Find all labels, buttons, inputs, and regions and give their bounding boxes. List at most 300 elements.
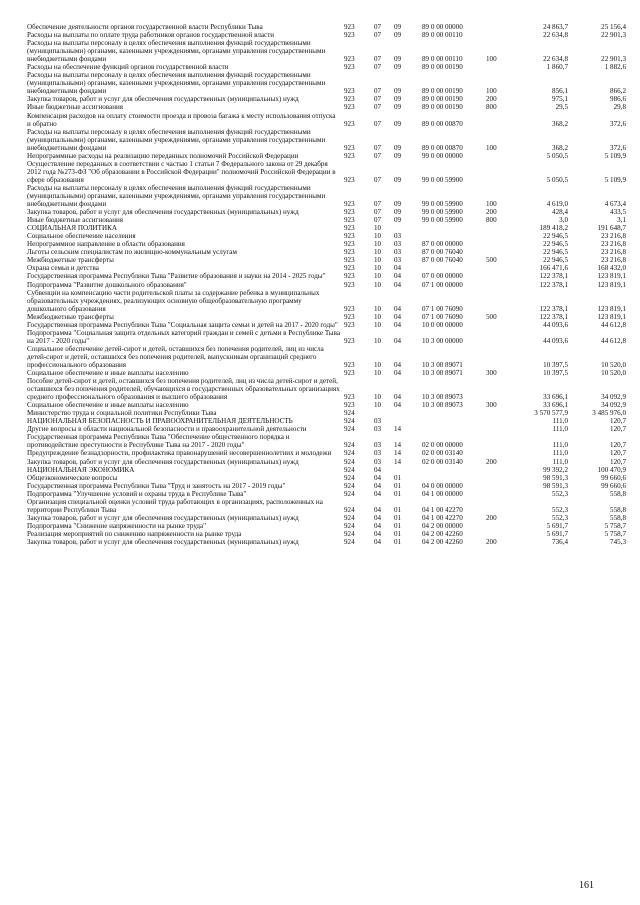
cell-ved: 924	[344, 465, 355, 474]
cell-pr: 04	[394, 393, 402, 402]
cell-vr: 800	[486, 216, 497, 225]
cell-cs	[422, 224, 486, 232]
cell-vr	[486, 63, 512, 71]
cell-pr: 09	[394, 175, 402, 184]
cell-s1: 5 691,7	[546, 529, 568, 538]
cell-name: Социальное обеспечение населения	[27, 232, 136, 241]
cell-ved: 923	[344, 63, 355, 72]
table-row	[27, 248, 626, 256]
cell-vr	[486, 433, 512, 449]
table-row	[27, 345, 626, 369]
cell-rz: 03	[374, 425, 382, 434]
cell-rz: 03	[374, 449, 382, 458]
cell-vr	[486, 425, 512, 433]
cell-cs: 02 0 00 03140	[422, 449, 463, 458]
cell-rz: 10	[374, 256, 382, 265]
table-row	[27, 449, 626, 457]
cell-name: Непрограммное направление в области образования	[27, 240, 185, 249]
cell-s1: 111,0	[552, 449, 568, 458]
cell-rz: 10	[374, 248, 382, 257]
cell-pr: 09	[394, 31, 402, 40]
cell-pr: 09	[394, 55, 402, 64]
cell-cs: 87 0 00 76040	[422, 248, 463, 257]
cell-pr: 01	[394, 481, 402, 490]
cell-name: Субвенции на компенсацию части родительской платы за содержание ребенка в муниципальных образовательных учреждениях, реализующих основную общеобразовательную программу дошкольного образования	[27, 288, 320, 313]
cell-s1: 24 863,7	[543, 23, 568, 31]
cell-name: Межбюджетные трансферты	[27, 312, 114, 321]
cell-cs: 10 0 00 00000	[422, 320, 463, 329]
cell-s2: 866,2	[610, 87, 626, 96]
table-row	[27, 103, 626, 111]
cell-s1: 99 392,2	[543, 465, 568, 474]
cell-s1: 122 378,1	[539, 280, 568, 289]
cell-pr: 01	[394, 489, 402, 498]
cell-rz: 03	[374, 457, 382, 466]
cell-name: Предупреждение безнадзорности, профилактика правонарушений несовершеннолетних и молодежи	[27, 449, 332, 458]
cell-ved: 923	[344, 272, 355, 281]
cell-rz: 10	[374, 401, 382, 410]
cell-ved: 923	[344, 119, 355, 128]
cell-s1: 3,0	[559, 216, 568, 225]
cell-name: Государственная программа Республики Тыва "Социальная защита семьи и детей на 2017 - 2020 годы"	[27, 320, 338, 329]
table-row	[27, 281, 626, 289]
cell-rz: 07	[374, 63, 382, 72]
page-number: 161	[579, 880, 594, 891]
cell-s2: 5 758,7	[604, 529, 626, 538]
cell-name: Расходы на выплаты персоналу в целях обеспечения выполнения функций государственными (муниципальными) органами, казенными учреждениями, органами управления государственными внебюджетными фондами	[27, 183, 326, 209]
cell-pr: 04	[394, 401, 402, 410]
cell-ved: 923	[344, 103, 355, 112]
cell-vr: 200	[486, 538, 497, 546]
cell-rz: 07	[374, 103, 382, 112]
cell-vr: 500	[486, 312, 497, 321]
cell-rz: 10	[374, 360, 382, 369]
cell-vr	[486, 264, 512, 272]
cell-name: НАЦИОНАЛЬНАЯ БЕЗОПАСНОСТЬ И ПРАВООХРАНИТЕЛЬНАЯ ДЕЯТЕЛЬНОСТЬ	[27, 417, 293, 426]
table-row	[27, 240, 626, 248]
cell-vr: 200	[486, 457, 497, 466]
cell-vr	[486, 289, 512, 313]
cell-pr: 09	[394, 200, 402, 209]
cell-cs: 10 3 00 00000	[422, 336, 463, 345]
cell-s2: 23 216,8	[601, 232, 626, 241]
cell-ved: 923	[344, 216, 355, 225]
cell-pr: 04	[394, 280, 402, 289]
cell-pr: 01	[394, 473, 402, 482]
cell-ved: 923	[344, 280, 355, 289]
cell-s1: 122 378,1	[539, 272, 568, 281]
cell-rz: 04	[374, 521, 382, 530]
cell-rz: 07	[374, 216, 382, 225]
cell-rz: 10	[374, 240, 382, 249]
cell-pr: 04	[394, 320, 402, 329]
cell-s1: 44 093,6	[543, 336, 568, 345]
cell-cs: 89 0 00 00190	[422, 103, 463, 112]
budget-table	[27, 23, 626, 546]
cell-cs	[422, 264, 486, 272]
cell-cs: 89 0 00 00190	[422, 63, 463, 72]
cell-s1: 22 946,5	[543, 232, 568, 241]
cell-rz: 10	[374, 304, 382, 313]
cell-vr: 100	[486, 200, 497, 209]
cell-vr	[486, 522, 512, 530]
table-row	[27, 216, 626, 224]
cell-s2: 433,5	[610, 208, 626, 217]
cell-cs: 87 0 00 00000	[422, 240, 463, 249]
cell-pr: 09	[394, 23, 402, 31]
cell-s2: 123 819,1	[597, 272, 626, 281]
cell-s2: 168 432,0	[597, 264, 626, 273]
cell-s2: 99 660,6	[601, 481, 626, 490]
table-row	[27, 95, 626, 103]
cell-name: Другие вопросы в области национальной безопасности и правоохранительной деятельности	[27, 425, 307, 434]
cell-cs: 04 2 00 00000	[422, 521, 463, 530]
table-row	[27, 63, 626, 71]
cell-name: Непрограммные расходы на реализацию переданных полномочий Российской Федерации	[27, 151, 299, 160]
table-row	[27, 208, 626, 216]
cell-s2: 22 901,3	[601, 55, 626, 64]
cell-name: Социальное обеспечение детей-сирот и детей, оставшихся без попечения родителей, лиц из числа детей-сирот и детей, оставшихся без попечения родителей, выпускникам организаций среднего профессионального образования	[27, 344, 324, 369]
cell-name: Государственная программа Республики Тыва "Развитие образования и науки на 2014 - 2025 годы"	[27, 272, 326, 281]
cell-s2: 558,8	[610, 513, 626, 522]
cell-vr	[486, 112, 512, 128]
cell-ved: 924	[344, 417, 355, 426]
cell-name: Социальное обеспечение и иные выплаты населению	[27, 369, 189, 378]
cell-name: Закупка товаров, работ и услуг для обеспечения государственных (муниципальных) нужд	[27, 457, 299, 466]
cell-cs: 99 0 00 59900	[422, 208, 463, 217]
table-row	[27, 433, 626, 449]
table-row	[27, 425, 626, 433]
table-row	[27, 39, 626, 63]
table-row	[27, 264, 626, 272]
cell-s2: 4 673,4	[604, 200, 626, 209]
cell-vr	[486, 474, 512, 482]
cell-s2: 3,1	[617, 216, 626, 225]
cell-ved: 924	[344, 441, 355, 450]
cell-ved: 924	[344, 409, 355, 418]
table-row	[27, 152, 626, 160]
cell-ved: 924	[344, 449, 355, 458]
cell-rz	[374, 409, 394, 417]
cell-vr	[486, 23, 512, 31]
cell-s1: 10 397,5	[543, 369, 568, 378]
cell-name: Льготы сельским специалистам по жилищно-коммунальным услугам	[27, 248, 237, 257]
cell-ved: 923	[344, 264, 355, 273]
cell-s2: 372,6	[610, 119, 626, 128]
cell-pr	[394, 417, 422, 425]
cell-cs: 04 1 00 42270	[422, 513, 463, 522]
cell-s2: 34 092,9	[601, 393, 626, 402]
cell-pr: 03	[394, 232, 402, 241]
cell-ved: 923	[344, 143, 355, 152]
cell-vr	[486, 272, 512, 280]
cell-name: Расходы на выплаты персоналу в целях обеспечения выполнения функций государственными (муниципальными) органами, казенными учреждениями, органами управления государственными внебюджетными фондами	[27, 39, 326, 64]
cell-ved: 924	[344, 457, 355, 466]
cell-vr	[486, 240, 512, 248]
cell-name: СОЦИАЛЬНАЯ ПОЛИТИКА	[27, 224, 117, 233]
cell-vr	[486, 31, 512, 39]
cell-rz: 03	[374, 441, 382, 450]
cell-pr: 01	[394, 529, 402, 538]
cell-cs: 89 0 00 00870	[422, 119, 463, 128]
cell-s1: 22 946,5	[543, 248, 568, 257]
cell-s2: 745,3	[610, 538, 626, 546]
cell-cs: 89 0 00 00870	[422, 143, 463, 152]
cell-name: Закупка товаров, работ и услуг для обеспечения государственных (муниципальных) нужд	[27, 208, 299, 217]
table-row	[27, 401, 626, 409]
cell-ved: 924	[344, 473, 355, 482]
cell-ved: 923	[344, 31, 355, 40]
cell-ved: 924	[344, 538, 355, 546]
cell-vr: 200	[486, 95, 497, 104]
cell-rz: 07	[374, 119, 382, 128]
cell-s2: 123 819,1	[597, 312, 626, 321]
cell-cs: 87 0 00 76040	[422, 256, 463, 265]
cell-s1: 5 691,7	[546, 521, 568, 530]
cell-cs: 10 3 00 89073	[422, 393, 463, 402]
cell-ved: 923	[344, 175, 355, 184]
cell-rz: 04	[374, 538, 382, 546]
cell-rz: 10	[374, 272, 382, 281]
cell-s2: 120,7	[610, 425, 626, 434]
cell-vr	[486, 466, 512, 474]
cell-cs	[422, 409, 486, 417]
cell-s2: 23 216,8	[601, 248, 626, 257]
cell-s2: 120,7	[610, 441, 626, 450]
cell-s1: 736,4	[552, 538, 568, 546]
cell-vr: 100	[486, 55, 497, 64]
table-row	[27, 458, 626, 466]
cell-vr	[486, 449, 512, 457]
cell-rz: 04	[374, 505, 382, 514]
cell-cs: 10 3 00 89073	[422, 401, 463, 410]
cell-s1: 368,2	[552, 119, 568, 128]
cell-pr	[394, 409, 422, 417]
cell-rz: 10	[374, 320, 382, 329]
cell-s1: 122 378,1	[539, 312, 568, 321]
cell-ved: 924	[344, 505, 355, 514]
cell-s1: 111,0	[552, 417, 568, 426]
cell-name: Иные бюджетные ассигнования	[27, 103, 124, 112]
cell-s2: 120,7	[610, 417, 626, 426]
cell-s1: 33 696,1	[543, 393, 568, 402]
cell-rz: 07	[374, 23, 382, 31]
cell-vr	[486, 490, 512, 498]
table-row	[27, 530, 626, 538]
cell-pr: 09	[394, 103, 402, 112]
cell-name: Охрана семьи и детства	[27, 264, 99, 273]
table-row	[27, 474, 626, 482]
cell-pr: 04	[394, 369, 402, 378]
cell-cs: 07 1 00 76090	[422, 304, 463, 313]
cell-ved: 923	[344, 232, 355, 241]
cell-vr	[486, 224, 512, 232]
cell-vr	[486, 321, 512, 329]
cell-ved: 924	[344, 529, 355, 538]
cell-pr: 09	[394, 208, 402, 217]
budget-document	[0, 23, 640, 546]
table-row	[27, 522, 626, 530]
cell-s2: 558,8	[610, 505, 626, 514]
table-row	[27, 498, 626, 514]
cell-pr: 04	[394, 304, 402, 313]
cell-s1: 189 418,2	[539, 224, 568, 233]
table-row	[27, 490, 626, 498]
cell-name: Министерство труда и социальной политики Республики Тыва	[27, 409, 217, 418]
cell-name: Пособие детей-сирот и детей, оставшихся без попечения родителей, лиц из числа детей-сирот и детей, оставшихся без попечения родителей, обучающихся в государственных образовательных организациях среднего профессионального образования и высшего образования	[27, 377, 340, 402]
cell-rz: 10	[374, 336, 382, 345]
cell-rz: 04	[374, 465, 382, 474]
cell-s1: 111,0	[552, 441, 568, 450]
cell-rz: 10	[374, 369, 382, 378]
table-row	[27, 160, 626, 184]
table-row	[27, 369, 626, 377]
cell-cs: 89 0 00 00110	[422, 31, 463, 40]
cell-vr: 100	[486, 87, 497, 96]
cell-cs: 89 0 00 00190	[422, 87, 463, 96]
cell-cs: 07 1 00 76090	[422, 312, 463, 321]
cell-name: Подпрограмма "Социальная защита отдельных категорий граждан и семей с детьми в Республике Тыва на 2017 - 2020 годы"	[27, 328, 340, 345]
cell-cs: 04 2 00 42260	[422, 529, 463, 538]
cell-s1: 552,3	[552, 489, 568, 498]
cell-s2: 44 612,8	[601, 336, 626, 345]
cell-ved: 923	[344, 320, 355, 329]
cell-ved: 924	[344, 489, 355, 498]
cell-s1: 33 696,1	[543, 401, 568, 410]
cell-name: Подпрограмма "Улучшение условий и охраны труда в Республике Тыва"	[27, 489, 247, 498]
cell-name: Расходы на выплаты по оплате труда работников органов государственной власти	[27, 31, 275, 40]
cell-ved: 923	[344, 240, 355, 249]
cell-s2: 100 470,9	[597, 465, 626, 474]
cell-rz: 07	[374, 175, 382, 184]
cell-name: Подпрограмма "Снижение напряженности на рынке труда"	[27, 521, 207, 530]
table-row	[27, 409, 626, 417]
budget-table-body	[27, 23, 626, 546]
cell-name: Закупка товаров, работ и услуг для обеспечения государственных (муниципальных) нужд	[27, 538, 299, 546]
cell-name: Закупка товаров, работ и услуг для обеспечения государственных (муниципальных) нужд	[27, 513, 299, 522]
table-row	[27, 71, 626, 95]
cell-s2: 191 648,7	[597, 224, 626, 233]
cell-s2: 10 520,0	[601, 369, 626, 378]
cell-vr	[486, 248, 512, 256]
cell-s1: 111,0	[552, 457, 568, 466]
cell-rz: 10	[374, 224, 382, 233]
cell-s1: 98 591,3	[543, 481, 568, 490]
cell-cs: 07 1 00 00000	[422, 280, 463, 289]
cell-s1: 29,5	[555, 103, 568, 112]
cell-ved: 923	[344, 200, 355, 209]
cell-ved: 923	[344, 336, 355, 345]
cell-s1: 22 946,5	[543, 240, 568, 249]
cell-name: Межбюджетные трансферты	[27, 256, 114, 265]
cell-ved: 923	[344, 248, 355, 257]
table-row	[27, 128, 626, 152]
cell-name: Компенсация расходов на оплату стоимости проезда и провоза багажа к месту использования отпуска и обратно	[27, 111, 336, 128]
cell-vr: 800	[486, 103, 497, 112]
table-row	[27, 23, 626, 31]
cell-s1: 368,2	[552, 143, 568, 152]
cell-ved: 923	[344, 393, 355, 402]
cell-pr: 09	[394, 87, 402, 96]
table-row	[27, 112, 626, 128]
cell-vr	[486, 160, 512, 184]
cell-name: Расходы на выплаты персоналу в целях обеспечения выполнения функций государственными (муниципальными) органами, казенными учреждениями, органами управления государственными внебюджетными фондами	[27, 127, 326, 152]
cell-s1: 22 634,8	[543, 55, 568, 64]
cell-s1: 22 634,8	[543, 31, 568, 40]
cell-cs	[422, 417, 486, 425]
cell-cs: 07 0 00 00000	[422, 272, 463, 281]
cell-cs: 10 3 00 89071	[422, 369, 463, 378]
cell-ved: 923	[344, 151, 355, 160]
cell-name: Государственная программа Республики Тыва "Труд и занятость на 2017 - 2019 годы"	[27, 481, 286, 490]
cell-vr	[486, 345, 512, 369]
cell-cs	[422, 466, 486, 474]
table-row	[27, 417, 626, 425]
cell-pr	[394, 224, 422, 232]
table-row	[27, 289, 626, 313]
cell-name: Государственная программа Республики Тыва "Обеспечение общественного порядка и противодействие преступности в Республике Тыва на 2017 - 2020 годы"	[27, 433, 290, 450]
cell-s1: 111,0	[552, 425, 568, 434]
cell-rz: 04	[374, 473, 382, 482]
cell-pr: 14	[394, 457, 402, 466]
cell-cs: 04 1 00 00000	[422, 489, 463, 498]
cell-s1: 5 050,5	[546, 175, 568, 184]
cell-vr	[486, 482, 512, 490]
cell-ved: 923	[344, 256, 355, 265]
cell-name: Иные бюджетные ассигнования	[27, 216, 124, 225]
cell-ved: 923	[344, 87, 355, 96]
cell-ved: 923	[344, 401, 355, 410]
cell-s2: 986,6	[610, 95, 626, 104]
cell-ved: 923	[344, 224, 355, 233]
cell-ved: 924	[344, 513, 355, 522]
cell-s2: 3 485 976,0	[592, 409, 626, 418]
cell-cs: 99 0 00 59900	[422, 216, 463, 225]
cell-rz: 07	[374, 31, 382, 40]
cell-s1: 22 946,5	[543, 256, 568, 265]
cell-rz: 07	[374, 55, 382, 64]
cell-rz: 07	[374, 208, 382, 217]
cell-s2: 5 109,9	[604, 175, 626, 184]
cell-name: НАЦИОНАЛЬНАЯ ЭКОНОМИКА	[27, 465, 135, 474]
cell-cs: 99 0 00 59900	[422, 175, 463, 184]
cell-pr: 04	[394, 264, 402, 273]
cell-s1: 428,4	[552, 208, 568, 217]
cell-cs: 04 2 00 42260	[422, 538, 463, 546]
cell-s2: 5 758,7	[604, 521, 626, 530]
cell-pr: 03	[394, 256, 402, 265]
cell-s2: 123 819,1	[597, 304, 626, 313]
cell-name: Обеспечение деятельности органов государственной власти Республики Тыва	[27, 23, 263, 31]
cell-vr: 100	[486, 143, 497, 152]
cell-cs: 10 3 00 89071	[422, 360, 463, 369]
cell-s1: 975,1	[552, 95, 568, 104]
cell-s2: 34 092,9	[601, 401, 626, 410]
table-row	[27, 329, 626, 345]
table-row	[27, 377, 626, 401]
cell-vr: 200	[486, 513, 497, 522]
cell-s1: 166 471,6	[539, 264, 568, 273]
cell-s2: 10 520,0	[601, 360, 626, 369]
cell-s2: 99 660,6	[601, 473, 626, 482]
cell-cs: 04 0 00 00000	[422, 481, 463, 490]
cell-ved: 923	[344, 312, 355, 321]
cell-rz: 04	[374, 513, 382, 522]
cell-pr: 01	[394, 505, 402, 514]
cell-s2: 22 901,3	[601, 31, 626, 40]
cell-pr: 09	[394, 95, 402, 104]
cell-rz: 07	[374, 143, 382, 152]
